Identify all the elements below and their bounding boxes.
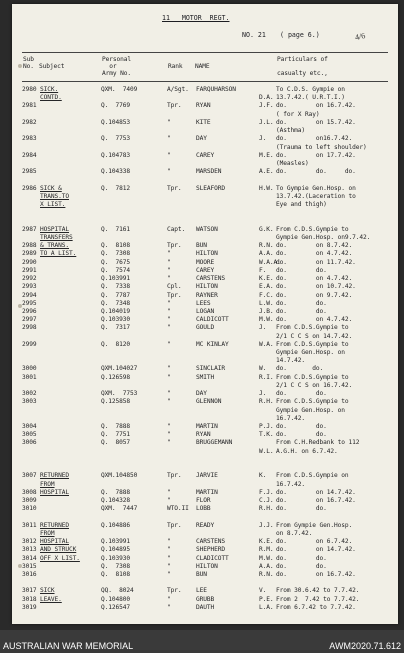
- col-subject: Subject: [39, 63, 65, 70]
- row-rank: Capt.: [167, 225, 186, 233]
- row-part: do. on 15.7.42.: [276, 118, 356, 126]
- row-no: 3014: [22, 554, 37, 562]
- row-no: 3001: [22, 373, 37, 381]
- row-init: J.: [259, 390, 267, 398]
- row-name: LOBB: [196, 505, 211, 513]
- row-init: G.K.: [259, 225, 274, 233]
- row-rank: ": [167, 340, 171, 348]
- row-rank: ": [167, 554, 171, 562]
- row-part: do. on 16.7.42.: [276, 570, 356, 578]
- row-name: HILTON: [196, 283, 218, 291]
- row-no: 3003: [22, 398, 37, 406]
- row-part: do. on 11.7.42.: [276, 258, 356, 266]
- row-part: do. on 8.7.42.: [276, 242, 353, 250]
- row-name: SLEAFORD: [196, 184, 226, 192]
- row-no: 2991: [22, 266, 37, 274]
- row-init: J.B.: [259, 307, 274, 315]
- row-pers: Q.103930: [101, 554, 131, 562]
- row-name: MARTIN: [196, 488, 218, 496]
- row-rank: ": [167, 439, 171, 447]
- row-no: 3006: [22, 439, 37, 447]
- row-pers: Q. 7888: [101, 488, 131, 496]
- row-no: 3015: [22, 562, 37, 570]
- row-part: do. on 4.7.42.: [276, 316, 353, 324]
- row-init: K.E.: [259, 538, 274, 546]
- row-pers: Q.104019: [101, 307, 131, 315]
- row-part: 14.7.42.: [276, 357, 306, 365]
- row-name: GOULD: [196, 324, 215, 332]
- row-no: 3008: [22, 488, 37, 496]
- row-pers: QXM.104027: [101, 365, 138, 373]
- row-part: do. do.: [276, 423, 327, 431]
- row-part: (Measles): [276, 159, 309, 167]
- row-rank: ": [167, 497, 171, 504]
- row-subj: & TRANS.: [40, 242, 70, 250]
- row-init: W.A.: [259, 340, 274, 348]
- row-name: WATSON: [196, 225, 218, 233]
- row-rank: ": [167, 250, 171, 258]
- row-name: KITE: [196, 118, 211, 126]
- row-rank: ": [167, 275, 171, 283]
- row-part: 13.7.42.(Laceration to: [276, 192, 356, 200]
- row-name: MARTIN: [196, 423, 218, 431]
- row-subj: TRANSFERS: [40, 233, 73, 241]
- row-pers: Q. 7787: [101, 291, 131, 299]
- row-init: K.E.: [259, 275, 274, 283]
- row-part: do. on 4.7.42.: [276, 250, 353, 258]
- row-name: CAREY: [196, 151, 215, 159]
- row-no: 2995: [22, 299, 37, 307]
- row-pers: Q. 7812: [101, 184, 131, 192]
- col-name: NAME: [195, 63, 210, 70]
- row-name: FARQUHARSON: [196, 86, 236, 93]
- row-no: 3017: [22, 587, 37, 595]
- row-pers: Q.126598: [101, 373, 131, 381]
- row-pers: QXM. 7409: [101, 86, 138, 93]
- row-name: BRUGGEMANN: [196, 439, 233, 447]
- row-no: 2992: [22, 275, 37, 283]
- row-part: do. on 14.7.42.: [276, 488, 356, 496]
- row-rank: ": [167, 562, 171, 570]
- row-name: SHEPHERD: [196, 546, 226, 554]
- row-init: P.J.: [259, 423, 274, 431]
- row-part: A.G.H. on 6.7.42.: [276, 447, 338, 455]
- row-no: 2980: [22, 86, 37, 93]
- row-init: L.A.: [259, 603, 274, 611]
- row-no: 2993: [22, 283, 37, 291]
- row-part: do. do.: [276, 390, 327, 398]
- row-rank: ": [167, 390, 171, 398]
- row-init: F.C.: [259, 291, 274, 299]
- row-subj: HOSPITAL: [40, 538, 70, 546]
- row-name: CLADICOTT: [196, 554, 229, 562]
- row-rank: ": [167, 423, 171, 431]
- row-init: J.J.: [259, 521, 274, 529]
- row-name: CARSTENS: [196, 275, 226, 283]
- row-rank: ": [167, 570, 171, 578]
- row-init: C.J.: [259, 497, 274, 504]
- row-rank: Tpr.: [167, 242, 182, 250]
- row-rank: ": [167, 135, 171, 143]
- row-no: 2994: [22, 291, 37, 299]
- row-subj: FROM: [40, 480, 55, 488]
- row-part: on 8.7.42.: [276, 529, 313, 537]
- row-part: do. on 16.7.42.: [276, 497, 356, 504]
- row-rank: ": [167, 488, 171, 496]
- row-part: do. on 9.7.42.: [276, 291, 353, 299]
- row-pers: Q. 7753: [101, 135, 131, 143]
- row-init: R.M.: [259, 546, 274, 554]
- row-part: From C.D.S.Gympie on: [276, 472, 349, 480]
- row-subj: RETURNED: [40, 472, 70, 480]
- row-part: do. do.: [276, 307, 327, 315]
- row-pers: Q. 7338: [101, 283, 131, 291]
- row-part: do. do.: [276, 554, 327, 562]
- row-no: 3012: [22, 538, 37, 546]
- row-init: W.A.A.: [259, 258, 281, 266]
- row-pers: Q.126547: [101, 603, 131, 611]
- row-no: 2984: [22, 151, 37, 159]
- row-part: do. on 17.7.42.: [276, 151, 356, 159]
- row-pers: QXM. 7753: [101, 390, 138, 398]
- col-rank: Rank: [168, 63, 183, 70]
- row-part: To Gympie Gen.Hosp. on: [276, 184, 356, 192]
- row-pers: Q. 7308: [101, 562, 131, 570]
- row-init: J.L.: [259, 118, 274, 126]
- row-pers: Q.104328: [101, 497, 131, 504]
- row-init: R.N.: [259, 242, 274, 250]
- row-part: do. on 10.7.42.: [276, 283, 356, 291]
- row-init: A.E.: [259, 168, 274, 176]
- row-init: R.H.: [259, 505, 274, 513]
- row-no: 2983: [22, 135, 37, 143]
- row-name: SMITH: [196, 373, 215, 381]
- row-no: 2997: [22, 316, 37, 324]
- row-no: 3002: [22, 390, 37, 398]
- row-part: From C.D.S.Gympie to: [276, 373, 349, 381]
- row-init: K.: [259, 472, 267, 480]
- row-part: 16.7.42.: [276, 414, 306, 422]
- row-init: M.W.: [259, 316, 274, 324]
- row-pers: Q.125858: [101, 398, 131, 406]
- unit-title: 11 MOTOR REGT.: [162, 14, 230, 22]
- row-pers: Q. 7751: [101, 431, 131, 439]
- row-name: RAYNER: [196, 291, 218, 299]
- row-rank: ": [167, 299, 171, 307]
- row-pers: Q.103930: [101, 316, 131, 324]
- row-part: do. do.: [276, 562, 327, 570]
- row-pers: Q. 8057: [101, 439, 131, 447]
- row-init: J.F.: [259, 102, 274, 110]
- row-part: do. on16.7.42.: [276, 135, 353, 143]
- row-no: 2986: [22, 184, 37, 192]
- row-pers: Q. 7769: [101, 102, 131, 110]
- row-name: JARVIE: [196, 472, 218, 480]
- row-part: do. do. do.: [276, 168, 356, 176]
- row-subj: AND STRUCK: [40, 546, 77, 554]
- row-init: H.W.: [259, 184, 274, 192]
- row-pers: Q. 7161: [101, 225, 131, 233]
- row-no: 2989: [22, 250, 37, 258]
- row-part: (Trauma to left shoulder): [276, 143, 367, 151]
- row-init: D.A.: [259, 94, 274, 102]
- row-rank: ": [167, 266, 171, 274]
- row-part: To C.D.S. Gympie on: [276, 86, 345, 93]
- row-no: 2981: [22, 102, 37, 110]
- row-part: do. do.: [276, 431, 327, 439]
- document-page: [12, 4, 398, 624]
- row-rank: Tpr.: [167, 521, 182, 529]
- row-part: From C.D.S.Gympie to: [276, 398, 349, 406]
- row-pers: Q. 7317: [101, 324, 131, 332]
- row-part: From Gympie Gen.Hosp.: [276, 521, 353, 529]
- row-init: P.E.: [259, 595, 274, 603]
- row-no: 2998: [22, 324, 37, 332]
- row-part: 16.7.42.: [276, 480, 306, 488]
- row-pers: Q.104800: [101, 595, 131, 603]
- row-subj: TO A LIST.: [40, 250, 77, 258]
- row-pers: Q. 7675: [101, 258, 131, 266]
- row-part: From 6.7.42 to 7.7.42.: [276, 603, 356, 611]
- row-pers: Q. 8120: [101, 340, 131, 348]
- row-part: do. do.: [276, 505, 327, 513]
- row-part: do. do.: [276, 365, 324, 373]
- col-particulars: Particulars of casualty etc.,: [277, 56, 328, 77]
- row-part: 13.7.42.( U.R.T.I.): [276, 94, 345, 102]
- row-pers: QXM.104850: [101, 472, 138, 480]
- row-subj: HOSPITAL: [40, 225, 70, 233]
- row-name: HILTON: [196, 562, 218, 570]
- row-part: ( for X Ray): [276, 110, 320, 118]
- row-rank: ": [167, 324, 171, 332]
- row-name: RYAN: [196, 102, 211, 110]
- row-name: CALDICOTT: [196, 316, 229, 324]
- col-sub-no: Sub No.: [23, 56, 34, 70]
- row-pers: Q. 8108: [101, 242, 131, 250]
- row-pers: Q. 7574: [101, 266, 131, 274]
- row-init: W.: [259, 365, 267, 373]
- row-init: R.N.: [259, 570, 274, 578]
- row-pers: Q.104783: [101, 151, 131, 159]
- row-name: DAUTH: [196, 603, 215, 611]
- row-part: do. do.: [276, 299, 327, 307]
- row-no: 2988: [22, 242, 37, 250]
- row-part: From 30.6.42 to 7.7.42.: [276, 587, 360, 595]
- row-rank: ": [167, 258, 171, 266]
- row-no: 3005: [22, 431, 37, 439]
- row-subj: LEAVE.: [40, 595, 62, 603]
- row-name: DAY: [196, 390, 207, 398]
- row-name: MOORE: [196, 258, 215, 266]
- row-name: RYAN: [196, 431, 211, 439]
- row-rank: ": [167, 538, 171, 546]
- row-no: 2985: [22, 168, 37, 176]
- row-name: CARSTENS: [196, 538, 226, 546]
- row-rank: ": [167, 118, 171, 126]
- row-part: 2/1 C C S on 16.7.42.: [276, 381, 353, 389]
- row-pers: Q. 7888: [101, 423, 131, 431]
- row-name: SINCLAIR: [196, 365, 226, 373]
- handwritten-mark: 4/6: [354, 31, 367, 42]
- row-subj: SICK &: [40, 184, 62, 192]
- row-rank: Tpr.: [167, 184, 182, 192]
- row-pers: Q. 7348: [101, 299, 131, 307]
- row-subj: SICK.: [40, 86, 59, 93]
- row-rank: Tpr.: [167, 587, 182, 595]
- row-init: R.H.: [259, 398, 274, 406]
- row-name: LOGAN: [196, 307, 215, 315]
- row-subj: OFF X LIST.: [40, 554, 80, 562]
- row-rank: Tpr.: [167, 472, 182, 480]
- row-subj: HOSPITAL: [40, 488, 70, 496]
- row-name: GLENNON: [196, 398, 222, 406]
- row-part: Gympie Gen.Hosp. on: [276, 349, 345, 357]
- row-rank: ": [167, 373, 171, 381]
- row-no: 2982: [22, 118, 37, 126]
- row-pers: Q.104338: [101, 168, 131, 176]
- row-subj: FROM: [40, 529, 55, 537]
- row-rank: ": [167, 398, 171, 406]
- row-subj: X LIST.: [40, 201, 66, 209]
- row-name: MC KINLAY: [196, 340, 229, 348]
- order-number: NO. 21: [242, 31, 266, 39]
- row-init: R.I.: [259, 373, 274, 381]
- row-no: 3016: [22, 570, 37, 578]
- header-rule-top: [22, 52, 388, 53]
- row-rank: Tpr.: [167, 102, 182, 110]
- row-part: 2/1 C C S on 14.7.42.: [276, 332, 353, 340]
- row-name: BUN: [196, 570, 207, 578]
- binder-hole: [18, 64, 22, 68]
- page-number: ( page 6.): [280, 31, 320, 39]
- row-rank: ": [167, 431, 171, 439]
- row-pers: QQ. 8024: [101, 587, 134, 595]
- row-part: do. on 6.7.42.: [276, 538, 353, 546]
- row-part: Gympie Gen.Hosp. on: [276, 406, 345, 414]
- row-pers: QXM. 7447: [101, 505, 138, 513]
- row-pers: Q.104886: [101, 521, 131, 529]
- col-personal: Personal or Army No.: [102, 56, 132, 77]
- row-rank: ": [167, 546, 171, 554]
- footer-accession: AWM2020.71.612: [329, 641, 401, 651]
- row-no: 2987: [22, 225, 37, 233]
- row-no: 3018: [22, 595, 37, 603]
- row-name: DAY: [196, 135, 207, 143]
- row-rank: ": [167, 595, 171, 603]
- row-rank: ": [167, 365, 171, 373]
- row-pers: Q. 7308: [101, 250, 131, 258]
- row-name: CAREY: [196, 266, 215, 274]
- row-name: LEES: [196, 299, 211, 307]
- row-init: J.: [259, 324, 267, 332]
- row-name: READY: [196, 521, 215, 529]
- row-init: A.A.: [259, 250, 274, 258]
- row-pers: Q.104853: [101, 118, 131, 126]
- row-part: From C.D.S.Gympie to: [276, 225, 349, 233]
- row-init: T.K.: [259, 431, 274, 439]
- row-init: M.E.: [259, 151, 274, 159]
- row-no: 3013: [22, 546, 37, 554]
- row-part: do. do.: [276, 266, 327, 274]
- row-rank: ": [167, 603, 171, 611]
- row-subj: CONTD.: [40, 94, 62, 102]
- row-no: 2999: [22, 340, 37, 348]
- row-part: do. on 16.7.42.: [276, 102, 356, 110]
- row-no: 3000: [22, 365, 37, 373]
- row-no: 3019: [22, 603, 37, 611]
- row-init: M.W.: [259, 554, 274, 562]
- row-no: 3009: [22, 497, 37, 504]
- row-init: F.: [259, 266, 267, 274]
- row-part: From C.D.S.Gympie to: [276, 324, 349, 332]
- row-name: BUN: [196, 242, 207, 250]
- row-no: 2990: [22, 258, 37, 266]
- footer-credit: AUSTRALIAN WAR MEMORIAL: [3, 641, 134, 651]
- row-rank: Cpl.: [167, 283, 182, 291]
- row-init: L.W.: [259, 299, 274, 307]
- row-name: HILTON: [196, 250, 218, 258]
- row-init: J.: [259, 135, 267, 143]
- row-part: (Asthma): [276, 127, 306, 135]
- row-part: do. on 14.7.42.: [276, 546, 356, 554]
- row-name: FLOR: [196, 497, 211, 504]
- row-init: V.: [259, 587, 267, 595]
- row-part: From 2 7.42 to 7.7.42.: [276, 595, 360, 603]
- row-part: Gympie Gen.Hosp. on9.7.42.: [276, 233, 371, 241]
- row-pers: Q. 8108: [101, 570, 131, 578]
- row-rank: Tpr.: [167, 291, 182, 299]
- row-init: W.L.: [259, 447, 274, 455]
- row-no: 3010: [22, 505, 37, 513]
- row-rank: ": [167, 151, 171, 159]
- row-init: A.A.: [259, 562, 274, 570]
- row-no: 2996: [22, 307, 37, 315]
- row-rank: WTO.II: [167, 505, 189, 513]
- row-name: MARSDEN: [196, 168, 222, 176]
- row-rank: ": [167, 316, 171, 324]
- row-no: 3004: [22, 423, 37, 431]
- row-pers: Q.104895: [101, 546, 131, 554]
- row-no: 3007: [22, 472, 37, 480]
- row-part: do. on 4.7.42.: [276, 275, 353, 283]
- row-pers: Q.103991: [101, 538, 131, 546]
- row-name: LEE: [196, 587, 207, 595]
- row-part: Eye and thigh): [276, 201, 327, 209]
- row-init: E.A.: [259, 283, 274, 291]
- row-part: From C.H.Redbank to 112: [276, 439, 360, 447]
- row-init: F.J.: [259, 488, 274, 496]
- row-no: 3011: [22, 521, 37, 529]
- row-rank: ": [167, 168, 171, 176]
- row-pers: Q.103991: [101, 275, 131, 283]
- row-subj: SICK: [40, 587, 55, 595]
- row-name: GRUBB: [196, 595, 215, 603]
- row-rank: A/Sgt.: [167, 86, 189, 93]
- row-rank: ": [167, 307, 171, 315]
- row-subj: RETURNED: [40, 521, 70, 529]
- row-subj: TRANS.TO: [40, 192, 70, 200]
- header-rule-bottom: [22, 81, 388, 82]
- row-part: From C.D.S.Gympie to: [276, 340, 349, 348]
